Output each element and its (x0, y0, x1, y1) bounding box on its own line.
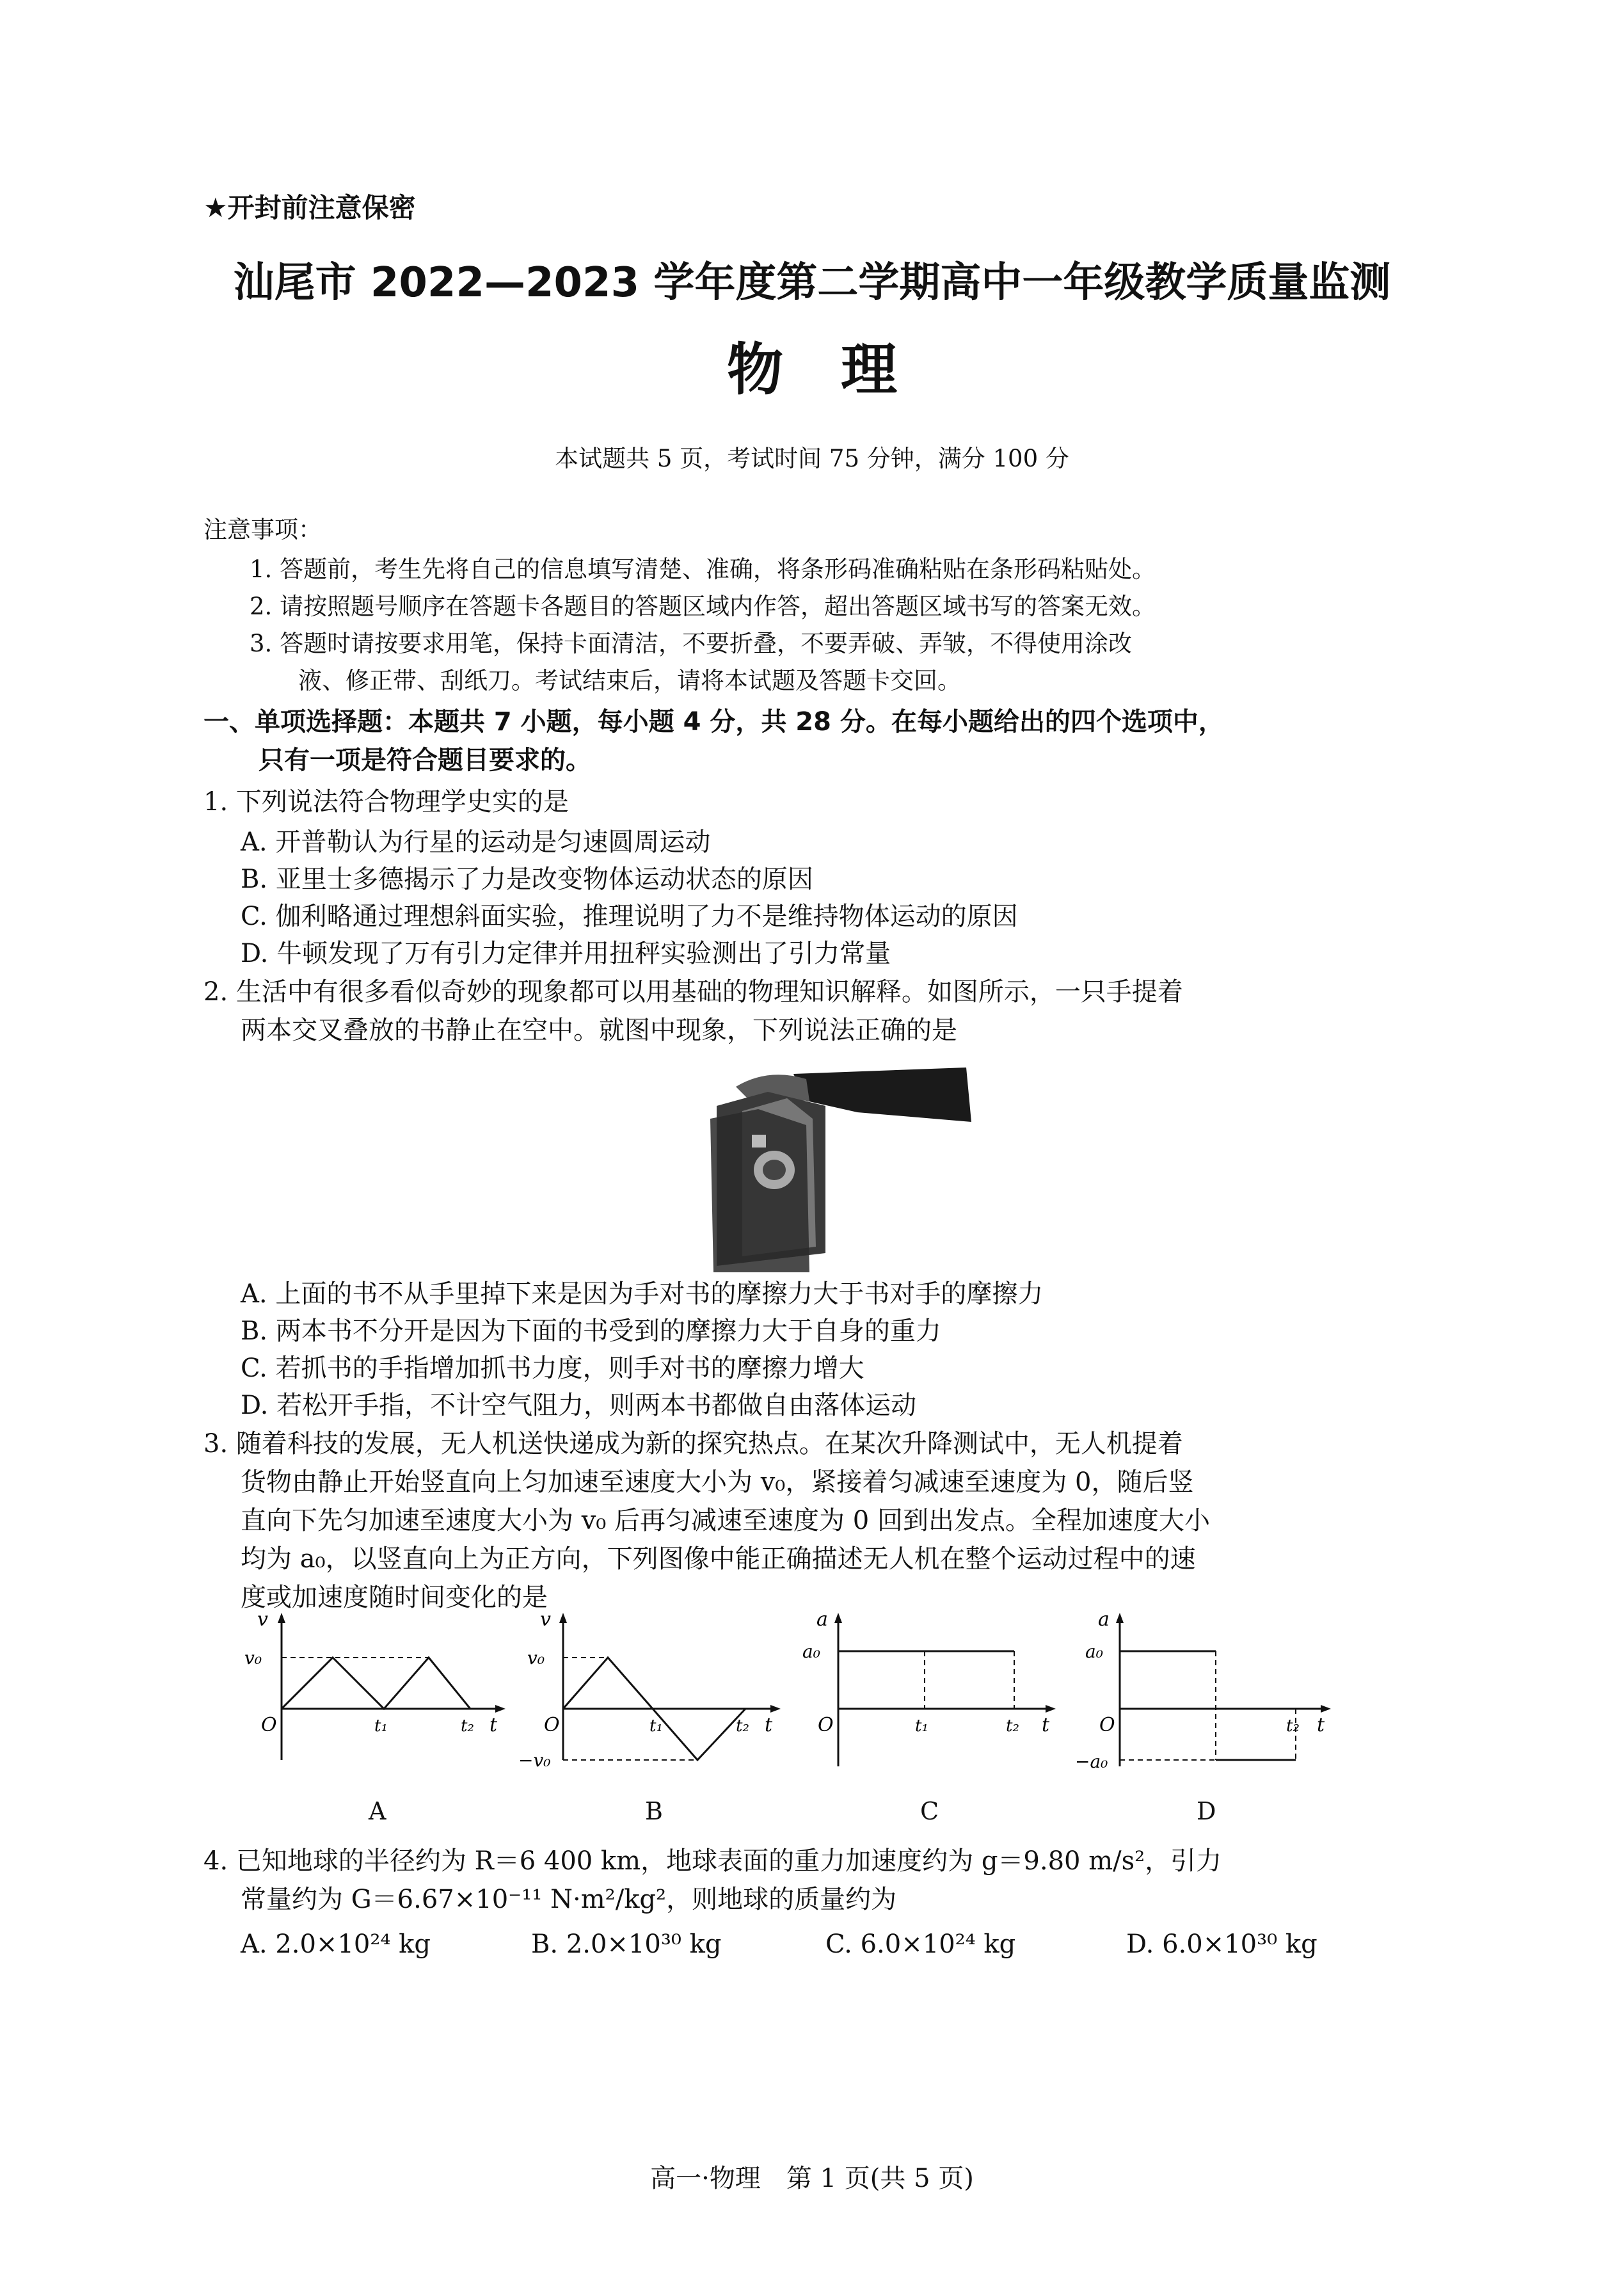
question-2-stem: 2. 生活中有很多看似奇妙的现象都可以用基础的物理知识解释。如图所示，一只手提着 (203, 977, 1183, 1007)
y-negative-tick-label: −v₀ (518, 1750, 551, 1771)
q1-option-c: C. 伽利略通过理想斜面实验，推理说明了力不是维持物体运动的原因 (241, 902, 1018, 931)
question-3-stem-cont: 货物由静止开始竖直向上匀加速至速度大小为 v₀，紧接着匀减速至速度为 0，随后竖 (241, 1467, 1194, 1497)
q1-option-b: B. 亚里士多德揭示了力是改变物体运动状态的原因 (241, 865, 813, 894)
note-item: 液、修正带、刮纸刀。考试结束后，请将本试题及答题卡交回。 (298, 667, 961, 694)
t1-label: t₁ (649, 1716, 663, 1736)
graph-c (800, 1600, 1069, 1792)
q2-option-b: B. 两本书不分开是因为下面的书受到的摩擦力大于自身的重力 (241, 1316, 941, 1346)
question-3-stem-cont: 度或加速度随时间变化的是 (241, 1583, 548, 1612)
q4-option-d: D. 6.0×10³⁰ kg (1126, 1930, 1318, 1959)
question-3-stem-cont: 直向下先匀加速至速度大小为 v₀ 后再匀减速至速度为 0 回到出发点。全程加速度大小 (241, 1506, 1210, 1535)
q2-option-d: D. 若松开手指，不计空气阻力，则两本书都做自由落体运动 (241, 1391, 917, 1420)
x-axis-label: t (1042, 1714, 1050, 1736)
y-tick-label: a₀ (802, 1641, 820, 1662)
q4-option-a: A. 2.0×10²⁴ kg (241, 1930, 431, 1959)
note-item: 1. 答题前，考生先将自己的信息填写清楚、准确，将条形码准确粘贴在条形码粘贴处。 (250, 556, 1156, 583)
question-3-stem: 3. 随着科技的发展，无人机送快递成为新的探究热点。在某次升降测试中，无人机提着 (203, 1429, 1183, 1459)
q2-option-a: A. 上面的书不从手里掉下来是因为手对书的摩擦力大于书对手的摩擦力 (241, 1279, 1044, 1309)
q4-option-c: C. 6.0×10²⁴ kg (825, 1930, 1016, 1959)
t2-label: t₂ (1286, 1716, 1300, 1736)
graph-a (243, 1600, 512, 1792)
question-1-stem: 1. 下列说法符合物理学史实的是 (203, 787, 569, 817)
x-axis-label: t (765, 1714, 773, 1736)
graph-c-label: C (920, 1797, 939, 1825)
question-3-stem-cont: 均为 a₀，以竖直向上为正方向，下列图像中能正确描述无人机在整个运动过程中的速 (241, 1544, 1196, 1574)
question-2-stem-cont: 两本交叉叠放的书静止在空中。就图中现象，下列说法正确的是 (241, 1016, 957, 1045)
hand-holding-books-photo (697, 1061, 973, 1272)
q1-option-a: A. 开普勒认为行星的运动是匀速圆周运动 (241, 828, 711, 857)
section-heading: 一、单项选择题：本题共 7 小题，每小题 4 分，共 28 分。在每小题给出的四个选项中， (203, 707, 1224, 737)
y-tick-label: a₀ (1085, 1641, 1103, 1662)
t1-label: t₁ (374, 1716, 388, 1736)
notes-heading: 注意事项： (203, 516, 322, 543)
t2-label: t₂ (461, 1716, 474, 1736)
origin-label: O (1099, 1714, 1115, 1736)
subject-title: 物理 (726, 337, 955, 403)
note-item: 2. 请按照题号顺序在答题卡各题目的答题区域内作答，超出答题区域书写的答案无效。 (250, 593, 1156, 620)
section-heading-cont: 只有一项是符合题目要求的。 (259, 746, 591, 775)
y-axis-label: v (257, 1608, 268, 1631)
origin-label: O (544, 1714, 560, 1736)
page-footer: 高一·物理 第 1 页(共 5 页) (650, 2164, 974, 2193)
x-axis-label: t (1317, 1714, 1325, 1736)
origin-label: O (261, 1714, 277, 1736)
y-tick-label: v₀ (244, 1647, 262, 1668)
y-negative-tick-label: −a₀ (1075, 1751, 1108, 1772)
t1-label: t₁ (915, 1716, 928, 1736)
y-axis-label: a (1098, 1608, 1110, 1631)
note-item: 3. 答题时请按要求用笔，保持卡面清洁，不要折叠，不要弄破、弄皱，不得使用涂改 (250, 630, 1133, 657)
graph-d-label: D (1197, 1797, 1216, 1825)
graph-a-label: A (369, 1797, 386, 1825)
q1-option-d: D. 牛顿发现了万有引力定律并用扭秤实验测出了引力常量 (241, 939, 891, 968)
graph-b (518, 1600, 787, 1792)
graph-b-label: B (645, 1797, 663, 1825)
t2-label: t₂ (1006, 1716, 1019, 1736)
t2-label: t₂ (736, 1716, 749, 1736)
y-tick-label: v₀ (527, 1647, 545, 1668)
x-axis-label: t (490, 1714, 498, 1736)
y-axis-label: v (540, 1608, 551, 1631)
q4-option-b: B. 2.0×10³⁰ kg (531, 1930, 722, 1959)
exam-info: 本试题共 5 页，考试时间 75 分钟，满分 100 分 (555, 445, 1069, 472)
exam-title: 汕尾市 2022—2023 学年度第二学期高中一年级教学质量监测 (233, 259, 1391, 307)
y-axis-label: a (816, 1608, 828, 1631)
q2-option-c: C. 若抓书的手指增加抓书力度，则手对书的摩擦力增大 (241, 1354, 864, 1383)
origin-label: O (818, 1714, 834, 1736)
question-4-stem: 4. 已知地球的半径约为 R＝6 400 km，地球表面的重力加速度约为 g＝9.80 m/s²，引力 (203, 1846, 1222, 1876)
secret-notice: ★开封前注意保密 (203, 192, 416, 223)
question-4-stem-cont: 常量约为 G＝6.67×10⁻¹¹ N·m²/kg²，则地球的质量约为 (241, 1885, 897, 1914)
graph-d (1075, 1600, 1344, 1792)
